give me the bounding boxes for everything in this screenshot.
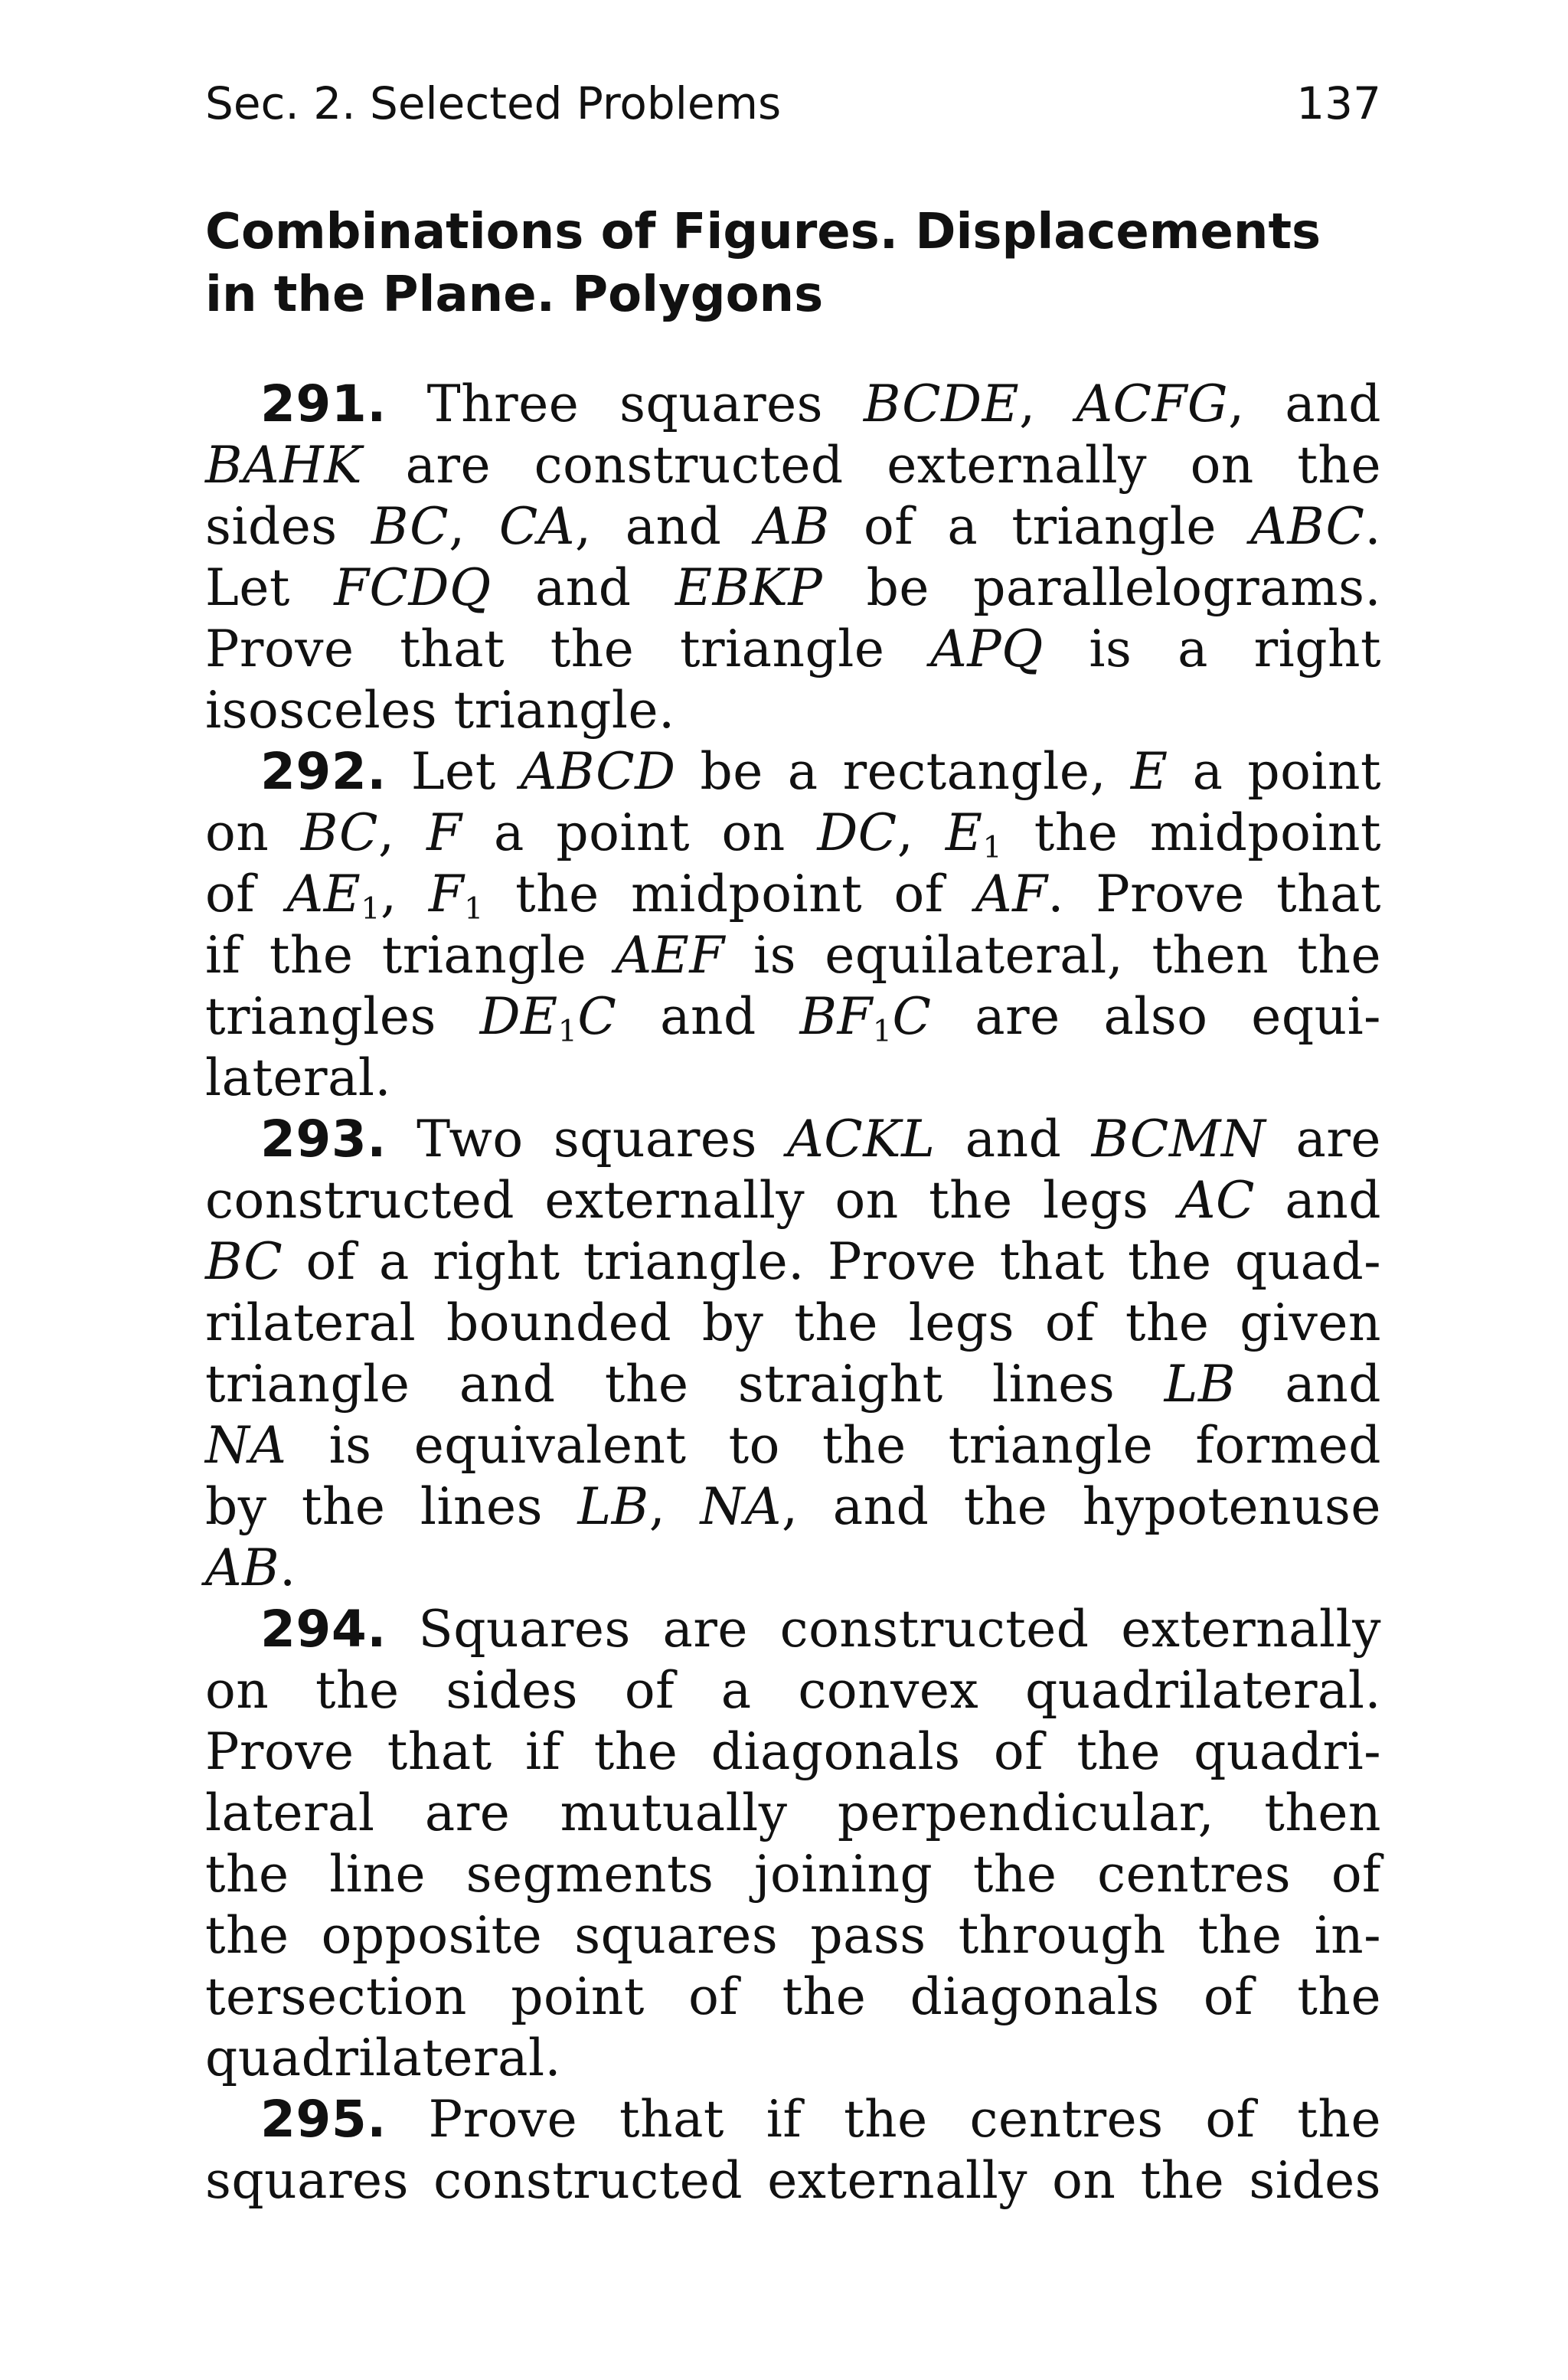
problems-text [205, 374, 1381, 2212]
problem-291: 291. Three squares BCDE, ACFG, and BAHK are constructed externally on the sides BC, CA, and AB of a triangle ABC. Let FCDQ and EBKP be parallelograms. Prove that the triangle APQ is a right isosceles triangle. [205, 374, 1381, 740]
problem-number: 294. [260, 1600, 387, 1659]
heading-line-2: in the Plane. Polygons [205, 266, 824, 323]
heading-line-1: Combinations of Figures. Displacements [205, 204, 1321, 260]
chapter-heading [205, 201, 1400, 326]
problem-294: 294. Squares are constructed externally on the sides of a convex quadrilateral. Prove that if the diagonals of the quadri- lateral are mutually perpendicular, then the line segments joining the centres of the opposite squares pass through the in- tersection point of the diagonals of the quadrilateral. [205, 1600, 1381, 2087]
problem-number: 292. [260, 742, 387, 801]
page-number: 137 [1296, 77, 1381, 129]
problem-number: 295. [260, 2090, 387, 2149]
problem-293: 293. Two squares ACKL and BCMN are constructed externally on the legs AC and BC of a right triangle. Prove that the quad- rilateral bounded by the legs of the given triangle and the straight lines LB and NA is equivalent to the triangle formed by the lines LB, NA, and the hypotenuse AB. [205, 1110, 1382, 1597]
section-title: Sec. 2. Selected Problems [205, 77, 782, 129]
problem-292: 292. Let ABCD be a rectangle, E a point on BC, F a point on DC, $E_1$ the midpoint of $AE_1$, $F_1$ the midpoint of AF. Prove that if the triangle AEF is equilateral, then the triangles $DE_1C$ and $BF_1C$ are also equi- lateral. [205, 742, 1382, 1107]
problem-295: 295. Prove that if the centres of the squares constructed externally on the sides [205, 2090, 1381, 2210]
running-head [205, 77, 1381, 130]
problem-number: 293. [260, 1110, 387, 1169]
problem-number: 291. [260, 374, 387, 433]
